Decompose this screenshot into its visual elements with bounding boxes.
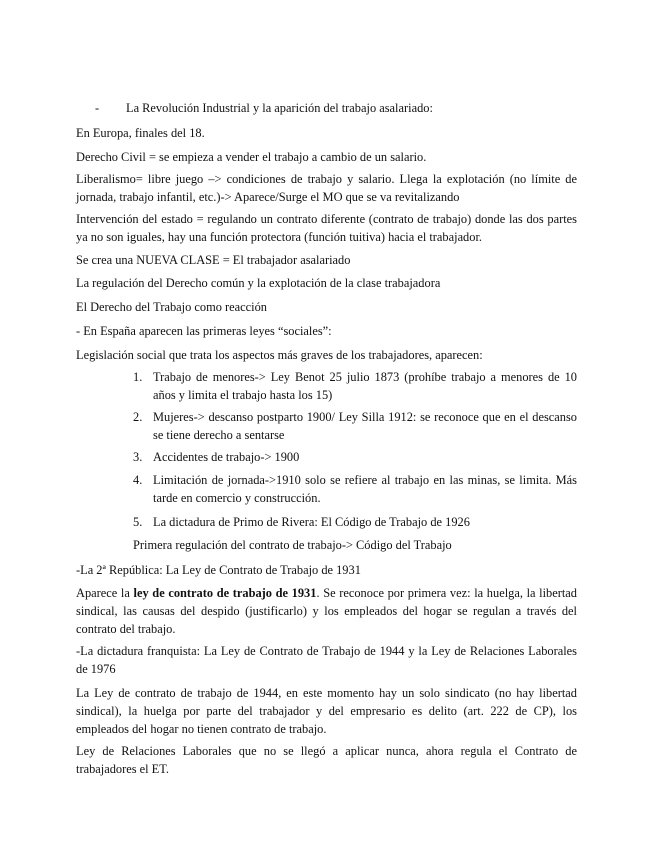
list-item-number: 1.: [133, 370, 143, 384]
list-item-text: Mujeres-> descanso postparto 1900/ Ley Silla 1912: se reconoce que en el descanso se tiene derecho a sentarse: [153, 410, 577, 442]
paragraph-labour-relations-law: Ley de Relaciones Laborales que no se llegó a aplicar nunca, ahora regula el Contrato de trabajadores el ET.: [76, 744, 577, 776]
list-item-text: Limitación de jornada->1910 solo se refiere al trabajo en las minas, se limita. Más tarde en comercio y construcción.: [153, 473, 577, 505]
paragraph-1931-rest: . Se reconoce por primera vez: la huelga, la libertad sindical, las causas del despido (justificarlo) y los empleados del hogar se regulan a través del contrato del trabajo.: [76, 586, 578, 636]
paragraph-spain-social-laws: - En España aparecen las primeras leyes “sociales”:: [76, 324, 332, 338]
list-item-number: 5.: [133, 515, 143, 529]
list-item-number: 3.: [133, 450, 143, 464]
paragraph-new-class: Se crea una NUEVA CLASE = El trabajador asalariado: [76, 253, 351, 267]
paragraph-state-intervention: Intervención del estado = regulando un contrato diferente (contrato de trabajo) donde las dos partes ya no son iguales, hay una función protectora (función tuitiva) hacia el trabajador.: [76, 212, 577, 244]
paragraph-1931-prefix: Aparece la: [76, 586, 134, 600]
paragraph-civil-law: Derecho Civil = se empieza a vender el trabajo a cambio de un salario.: [76, 150, 427, 164]
section-title-franco-dictatorship: -La dictadura franquista: La Ley de Contrato de Trabajo de 1944 y la Ley de Relaciones Laborales de 1976: [76, 644, 577, 676]
section-heading-industrial-revolution: La Revolución Industrial y la aparición del trabajo asalariado:: [126, 101, 433, 115]
section-title-second-republic: -La 2ª República: La Ley de Contrato de Trabajo de 1931: [76, 563, 361, 577]
list-item-text: Trabajo de menores-> Ley Benot 25 julio 1873 (prohíbe trabajo a menores de 10 años y limita el trabajo hasta los 15): [153, 370, 577, 402]
paragraph-1944-law: La Ley de contrato de trabajo de 1944, en este momento hay un solo sindicato (no hay libertad sindical), la huelga por parte del trabajador y del empresario es delito (art. 222 de CP), los empleados del hogar no tienen contrato de trabajo.: [76, 686, 577, 736]
paragraph-liberalism: Liberalismo= libre juego –> condiciones de trabajo y salario. Llega la explotación (no límite de jornada, trabajo infantil, etc.)-> Aparece/Surge el MO que se va revitalizando: [76, 172, 577, 204]
paragraph-common-law: La regulación del Derecho común y la explotación de la clase trabajadora: [76, 276, 441, 290]
list-item-text: La dictadura de Primo de Rivera: El Código de Trabajo de 1926: [153, 515, 470, 529]
paragraph-1931-law: [76, 584, 577, 638]
paragraph-labour-law-reaction: El Derecho del Trabajo como reacción: [76, 300, 267, 314]
list-item-number: 2.: [133, 410, 143, 424]
list-item-number: 4.: [133, 473, 143, 487]
paragraph-1931-bold: ley de contrato de trabajo de 1931: [133, 586, 317, 600]
paragraph-europe: En Europa, finales del 18.: [76, 126, 205, 140]
paragraph-social-legislation: Legislación social que trata los aspectos más graves de los trabajadores, aparecen:: [76, 348, 483, 362]
list-followup-text: Primera regulación del contrato de trabajo-> Código del Trabajo: [133, 538, 452, 552]
list-item-text: Accidentes de trabajo-> 1900: [153, 450, 300, 464]
bullet-marker: -: [95, 101, 100, 115]
